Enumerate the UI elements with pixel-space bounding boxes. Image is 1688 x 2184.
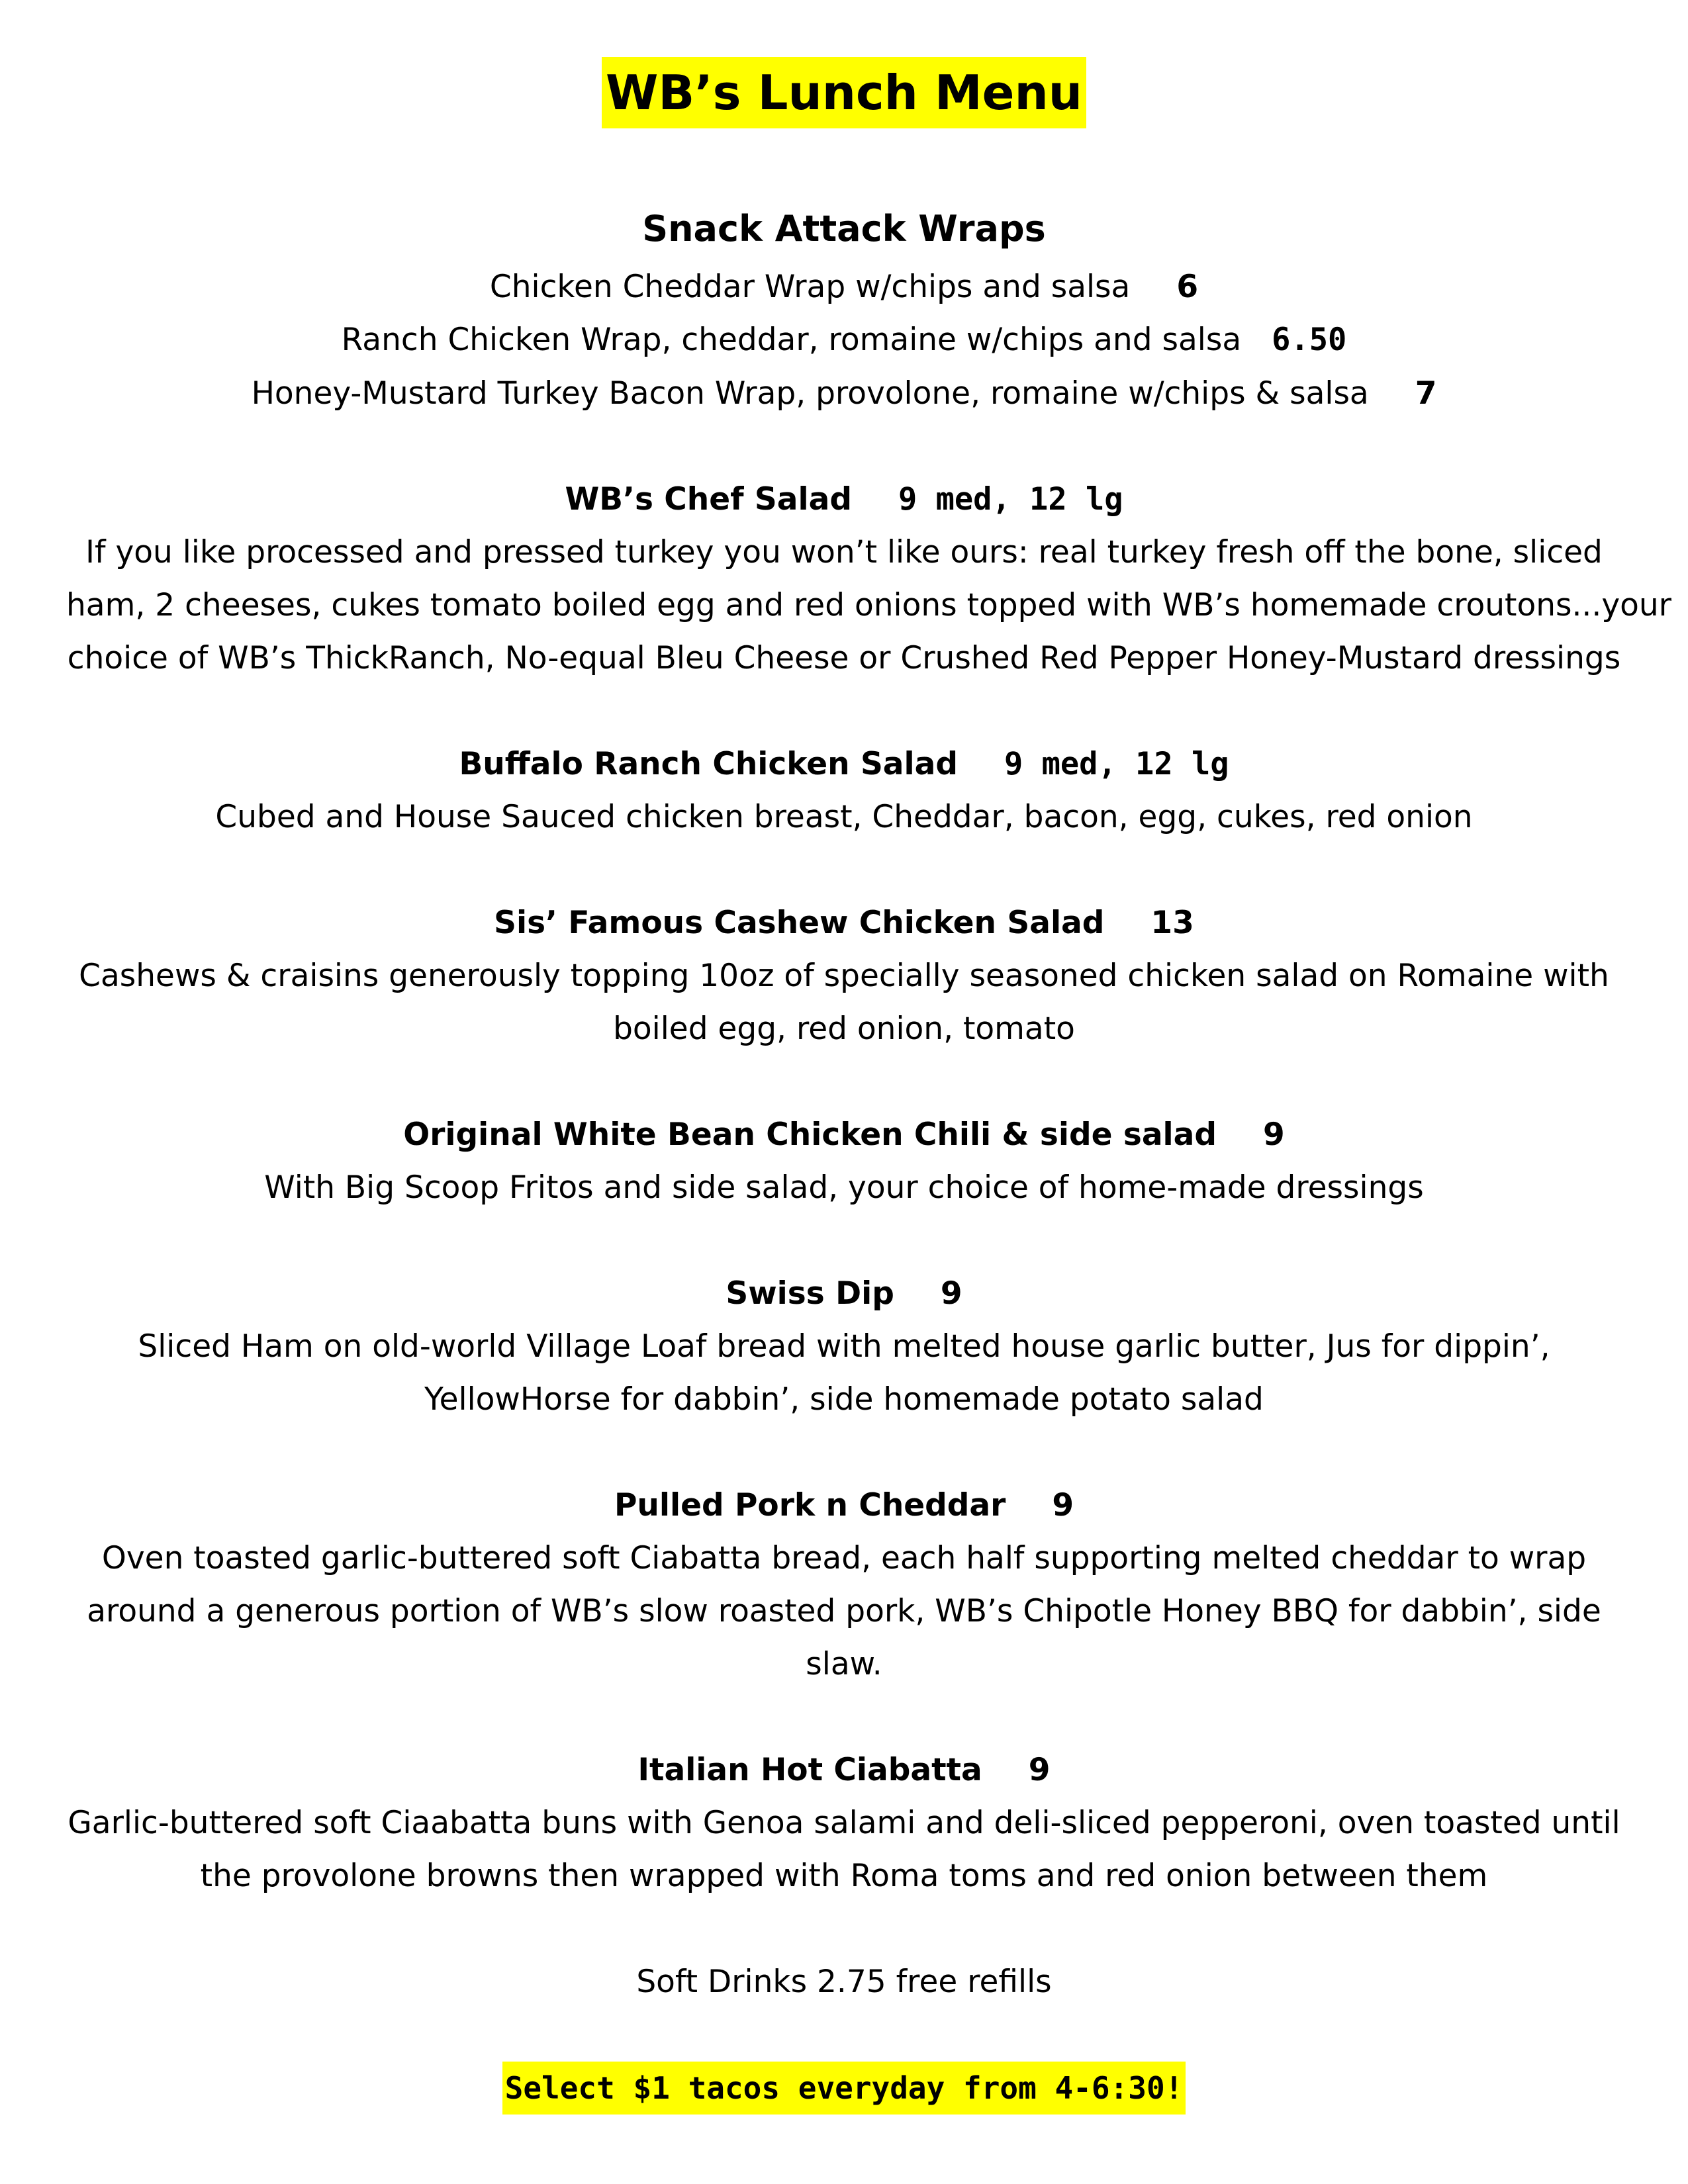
item-name: Buffalo Ranch Chicken Salad: [459, 746, 958, 782]
item-price: 9: [1263, 1116, 1285, 1153]
item-name: Italian Hot Ciabatta: [637, 1752, 982, 1788]
item-description-line: Sliced Ham on old-world Village Loaf bread with melted house garlic butter, Jus for dippin’,: [138, 1328, 1550, 1365]
menu-item-pulled-pork: [66, 1479, 1622, 1532]
item-description-line: choice of WB’s ThickRanch, No-equal Bleu Cheese or Crushed Red Pepper Honey-Mustard dressings: [67, 640, 1621, 676]
item-description-line: With Big Scoop Fritos and side salad, your choice of home-made dressings: [264, 1169, 1424, 1206]
wraps-heading: Snack Attack Wraps: [642, 208, 1046, 250]
tacos-promo-text: Select $1 tacos everyday from 4-6:30!: [502, 2062, 1186, 2115]
item-description-line: YellowHorse for dabbin’, side homemade potato salad: [424, 1381, 1264, 1418]
menu-item-cashew-chicken-salad: [66, 897, 1622, 950]
item-price: 9: [940, 1275, 962, 1312]
item-description-line: Oven toasted garlic-buttered soft Ciabatta bread, each half supporting melted cheddar to wrap: [101, 1540, 1587, 1576]
item-description-line: the provolone browns then wrapped with Roma toms and red onion between them: [200, 1858, 1488, 1894]
item-name: Swiss Dip: [726, 1275, 894, 1312]
menu-item-italian-hot-ciabatta: [66, 1744, 1622, 1797]
wrap-item-name: Ranch Chicken Wrap, cheddar, romaine w/chips and salsa: [341, 322, 1242, 358]
item-description-line: boiled egg, red onion, tomato: [613, 1011, 1075, 1047]
wrap-item-ranch-chicken: [66, 314, 1622, 367]
item-name: Pulled Pork n Cheddar: [614, 1487, 1006, 1524]
item-description-line: Cubed and House Sauced chicken breast, Cheddar, bacon, egg, cukes, red onion: [215, 799, 1473, 835]
item-price: 13: [1150, 905, 1194, 941]
wrap-item-chicken-cheddar: [66, 261, 1622, 314]
tacos-promo: [66, 2062, 1622, 2115]
item-description-line: If you like processed and pressed turkey you won’t like ours: real turkey fresh off the bone, sliced: [85, 534, 1603, 570]
menu-item-chef-salad: [66, 473, 1622, 526]
menu-title-text: WB’s Lunch Menu: [602, 57, 1086, 128]
item-price: 9 med, 12 lg: [1004, 746, 1229, 782]
wrap-item-price: 6.50: [1272, 322, 1347, 358]
menu-item-swiss-dip: [66, 1267, 1622, 1320]
wrap-item-price: 6: [1176, 269, 1199, 305]
item-price: 9: [1028, 1752, 1051, 1788]
menu-item-white-bean-chili: [66, 1109, 1622, 1161]
wrap-item-honey-mustard-turkey: [66, 367, 1622, 420]
item-price: 9 med, 12 lg: [898, 481, 1123, 518]
item-description-line: Garlic-buttered soft Ciaabatta buns with Genoa salami and deli-sliced pepperoni, oven toasted until: [68, 1805, 1620, 1841]
item-price: 9: [1052, 1487, 1074, 1524]
item-name: WB’s Chef Salad: [565, 481, 852, 518]
item-description-line: around a generous portion of WB’s slow roasted pork, WB’s Chipotle Honey BBQ for dabbin’, side: [87, 1593, 1601, 1629]
wrap-item-price: 7: [1415, 375, 1437, 412]
item-name: Original White Bean Chicken Chili & side salad: [403, 1116, 1217, 1153]
soft-drinks-note: Soft Drinks 2.75 free refills: [636, 1964, 1052, 2000]
wrap-item-name: Chicken Cheddar Wrap w/chips and salsa: [489, 269, 1131, 305]
menu-item-buffalo-ranch-salad: [66, 738, 1622, 791]
item-description-line: slaw.: [806, 1646, 882, 1682]
menu-title: [66, 57, 1622, 128]
item-description-line: Cashews & craisins generously topping 10oz of specially seasoned chicken salad on Romaine with: [79, 958, 1609, 994]
wrap-item-name: Honey-Mustard Turkey Bacon Wrap, provolone, romaine w/chips & salsa: [251, 375, 1369, 412]
item-description-line: ham, 2 cheeses, cukes tomato boiled egg and red onions topped with WB’s homemade croutons...your: [66, 587, 1671, 623]
item-name: Sis’ Famous Cashew Chicken Salad: [494, 905, 1105, 941]
